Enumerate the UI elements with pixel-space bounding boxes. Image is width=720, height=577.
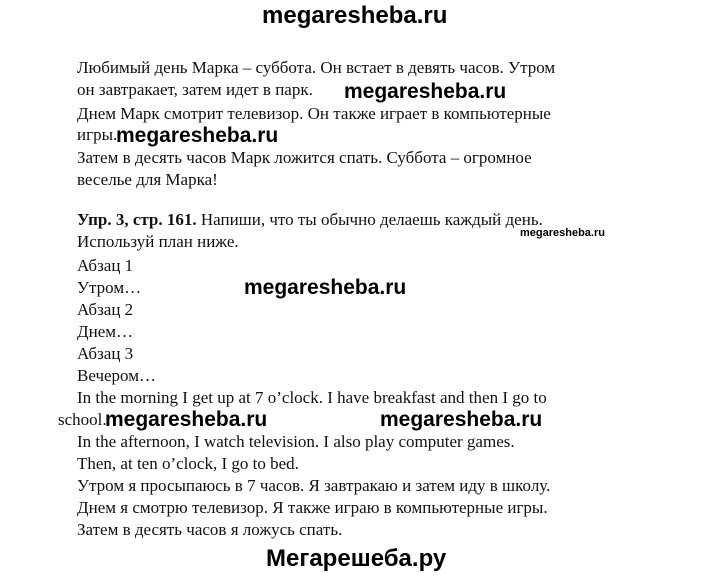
plan-morning: Утром… [77, 278, 142, 297]
exercise-task-line-2: Используй план ниже. [77, 232, 239, 251]
exercise-label: Упр. 3, стр. 161. [77, 210, 197, 229]
plan-evening: Вечером… [77, 366, 156, 385]
header-watermark: megaresheba.ru [262, 2, 448, 29]
answer-en-line-1: In the morning I get up at 7 o’clock. I have breakfast and then I go to [77, 388, 547, 407]
answer-en-line-2: school. [58, 410, 107, 429]
paragraph-3-line-2: веселье для Марка! [77, 170, 218, 189]
watermark: megaresheba.ru [244, 276, 407, 299]
footer-watermark: Мегарешеба.ру [266, 545, 447, 572]
paragraph-3-line-1: Затем в десять часов Марк ложится спать. Суббота – огромное [77, 148, 532, 167]
plan-paragraph-1: Абзац 1 [77, 256, 134, 275]
paragraph-1-line-1: Любимый день Марка – суббота. Он встает в девять часов. Утром [77, 58, 556, 77]
watermark: megaresheba.ru [105, 408, 268, 431]
answer-en-line-3: In the afternoon, I watch television. I also play computer games. [77, 432, 515, 451]
watermark-small: megaresheba.ru [520, 227, 605, 239]
paragraph-2-line-1: Днем Марк смотрит телевизор. Он также играет в компьютерные [77, 104, 551, 123]
exercise-task: Напиши, что ты обычно делаешь каждый день. [196, 210, 543, 229]
answer-ru-line-3: Затем в десять часов я ложусь спать. [77, 520, 343, 539]
answer-ru-line-2: Днем я смотрю телевизор. Я также играю в компьютерные игры. [77, 498, 548, 517]
watermark: megaresheba.ru [344, 80, 507, 103]
paragraph-1-line-2: он завтракает, затем идет в парк. [77, 80, 313, 99]
answer-ru-line-1: Утром я просыпаюсь в 7 часов. Я завтракаю и затем иду в школу. [77, 476, 551, 495]
watermark: megaresheba.ru [380, 408, 543, 431]
plan-paragraph-3: Абзац 3 [77, 344, 134, 363]
paragraph-2-line-2: игры. [77, 125, 118, 144]
watermark: megaresheba.ru [116, 124, 279, 147]
plan-paragraph-2: Абзац 2 [77, 300, 134, 319]
plan-day: Днем… [77, 322, 133, 341]
exercise-heading [77, 210, 543, 230]
answer-en-line-4: Then, at ten o’clock, I go to bed. [77, 454, 299, 473]
